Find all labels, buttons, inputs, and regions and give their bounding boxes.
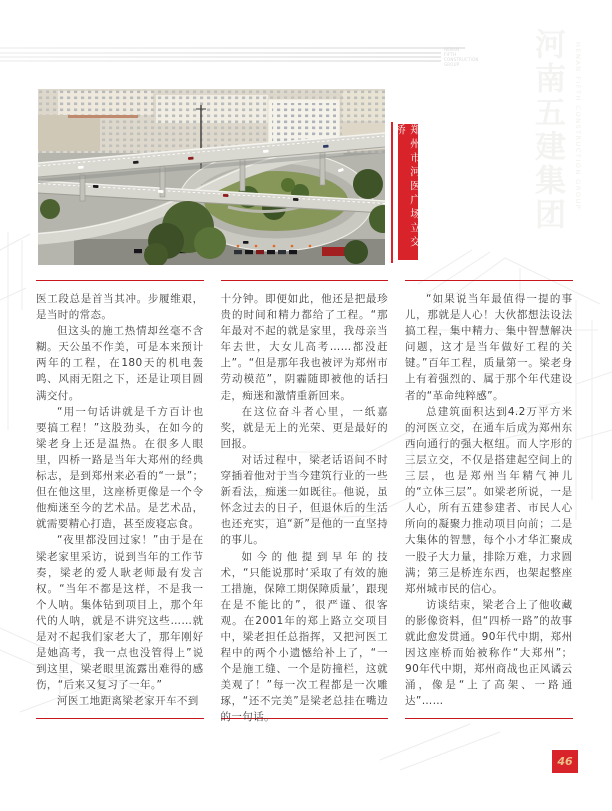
paragraph: 医工段总是首当其冲。步履维艰，是当时的常态。	[36, 293, 204, 322]
paragraph: 十分钟。即便如此，他还是把最珍贵的时间和精力都给了工程。“那年最对不起的就是家里，我母亲当年去世，大女儿高考……都没赶上”。“但是那年我也被评为郑州市劳动模范”，阴霾随即被他的话扫走，痴迷和激情重新回来。	[220, 293, 388, 402]
mini-logo-line-1: HENAN FIFTH	[444, 47, 460, 57]
article-column-3	[405, 280, 573, 719]
watermark-chinese: 河南五建集团	[529, 28, 565, 232]
paragraph: 对话过程中，梁老话语间不时穿插着他对于当今建筑行业的一些新看法，痴迷一如既往。他说，虽怀念过去的日子，但退休后的生活也还充实，追“新”是他的一直坚持的事儿。	[220, 453, 388, 547]
top-rule-3	[0, 56, 441, 58]
paragraph: “用一句话讲就是千方百计也要搞工程！”这股劲头，在如今的梁老身上还是温热。在很多人眼里，四桥一路是当年大郑州的经典标志，是到郑州来必看的“一景”；但在他这里，这座桥更像是一个令他痴迷至今的艺术品。是艺术品，就需要精心打造，甚至废寝忘食。	[36, 405, 204, 531]
paragraph: 在这位奋斗者心里，一纸嘉奖，就是无上的光荣、更是最好的回报。	[220, 405, 388, 450]
interchange-photo	[38, 89, 385, 265]
mini-logo-line-3: GROUP	[444, 62, 460, 67]
mini-logo-text	[444, 47, 479, 67]
photo-caption-badge: 郑州市河医广场立交桥	[398, 124, 418, 260]
article-column-2	[220, 280, 389, 724]
paragraph: 河医工地距离梁老家开车不到	[57, 695, 199, 708]
page-number: 46	[552, 750, 578, 773]
top-rule-1	[0, 47, 465, 49]
paragraph: 如今的他提到早年的技术，“只能说那时‘采取了有效的施工措施，保障工期保障质量’，跟现在是不能比的”，很严谨、很客观。在2001年的郑上路立交项目中，梁老担任总指挥，又把河医工程中的两个小遗憾给补上了，“一个是施工缝、一个是防撞栏，这就美观了！”每一次工程都是一次雕琢，“还不完美”是梁老总挂在嘴边的一句话。	[220, 550, 388, 724]
watermark-english: HENAN FIFTH CONSTRUCTION GROUP	[574, 42, 582, 211]
paragraph: 总建筑面积达到4.2万平方米的河医立交，在通车后成为郑州东西向通行的强大枢纽。而人字形的三层立交，不仅是搭建起空间上的三层，也是郑州当年精气神儿的“立体三层”。如梁老所说，一是人心，所有五建参建者、市民人心所向的凝聚力推动项目向前；二是大集体的智慧，每个小才华汇聚成一股子大力量，排除万难，力求圆满；第三是桥连东西，也架起整座郑州城市民的信心。	[405, 405, 573, 595]
article-columns	[36, 280, 573, 724]
paragraph: 但这头的施工热情却丝毫不含糊。天公虽不作美，可是本来预计两年的工程，在180天的机电轰鸣、风雨无阻之下，还是让项目圆满交付。	[36, 325, 204, 402]
paragraph: 访谈结束，梁老合上了他收藏的影像资料，但“四桥一路”的故事就此愈发贯通。90年代中期，郑州因这座桥而始被称作“大郑州”；90年代中期，郑州商战也正风谲云涌，像是“上了高架、一路通达”……	[405, 598, 573, 708]
top-rule-2	[0, 52, 441, 54]
mini-logo-line-2: CONSTRUCTION	[444, 57, 479, 62]
paragraph: “如果说当年最值得一提的事儿，那就是人心！大伙都想法设法搞工程，集中精力、集中智慧解决问题，这才是当年做好工程的关键。”百年工程，质量第一。梁老身上有着强烈的、属于那个年代建设者的“革命纯粹感”。	[405, 293, 573, 402]
top-rule-4	[0, 60, 441, 62]
paragraph: “夜里都没回过家！”由于是在梁老家里采访，说到当年的工作节奏，梁老的爱人耿老师最有发言权。“当年不都是这样，不是我一个人呐。集体钻到项目上，那个年代的人呐，就是不讲究这些……就是对不起我们家老大了，那年刚好是她高考，我一点也没管得上”说到这里，梁老眼里流露出难得的感伤，“后来又复习了一年。”	[36, 534, 204, 692]
article-column-1	[36, 280, 204, 719]
